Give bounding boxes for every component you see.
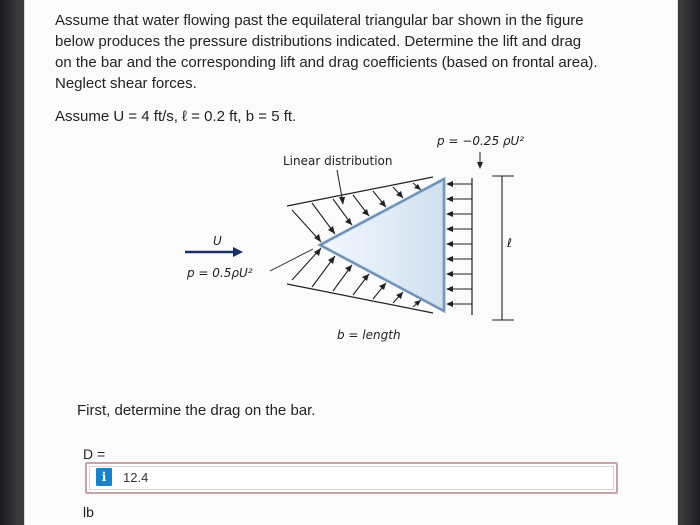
answer-inner-border xyxy=(89,466,614,490)
velocity-label: U xyxy=(213,234,222,248)
info-icon[interactable]: i xyxy=(96,468,112,486)
b-length-label: b = length xyxy=(337,328,401,342)
drag-prompt: First, determine the drag on the bar. xyxy=(77,402,316,419)
question-page xyxy=(24,0,678,525)
drag-unit: lb xyxy=(83,504,94,520)
question-line: Neglect shear forces. xyxy=(55,75,197,92)
triangle-bar xyxy=(320,179,444,311)
linear-distribution-label: Linear distribution xyxy=(283,154,393,168)
drag-answer-field[interactable] xyxy=(85,462,618,494)
back-pressure-label: p = −0.25 ρU² xyxy=(437,134,525,148)
back-pressure-arrowheads xyxy=(446,181,453,307)
question-line: Assume that water flowing past the equilateral triangular bar shown in the figure xyxy=(55,12,584,29)
question-line: on the bar and the corresponding lift and drag coefficients (based on frontal area). xyxy=(55,54,598,71)
given-values: Assume U = 4 ft/s, ℓ = 0.2 ft, b = 5 ft. xyxy=(55,108,297,125)
triangular-bar-figure xyxy=(25,0,677,525)
drag-label: D = xyxy=(83,446,106,462)
drag-answer-value[interactable]: 12.4 xyxy=(123,470,149,485)
question-line: below produces the pressure distributions indicated. Determine the lift and drag xyxy=(55,33,582,50)
front-pressure-label: p = 0.5ρU² xyxy=(187,266,253,280)
length-symbol: ℓ xyxy=(507,236,512,250)
flow-arrowhead xyxy=(233,247,243,257)
